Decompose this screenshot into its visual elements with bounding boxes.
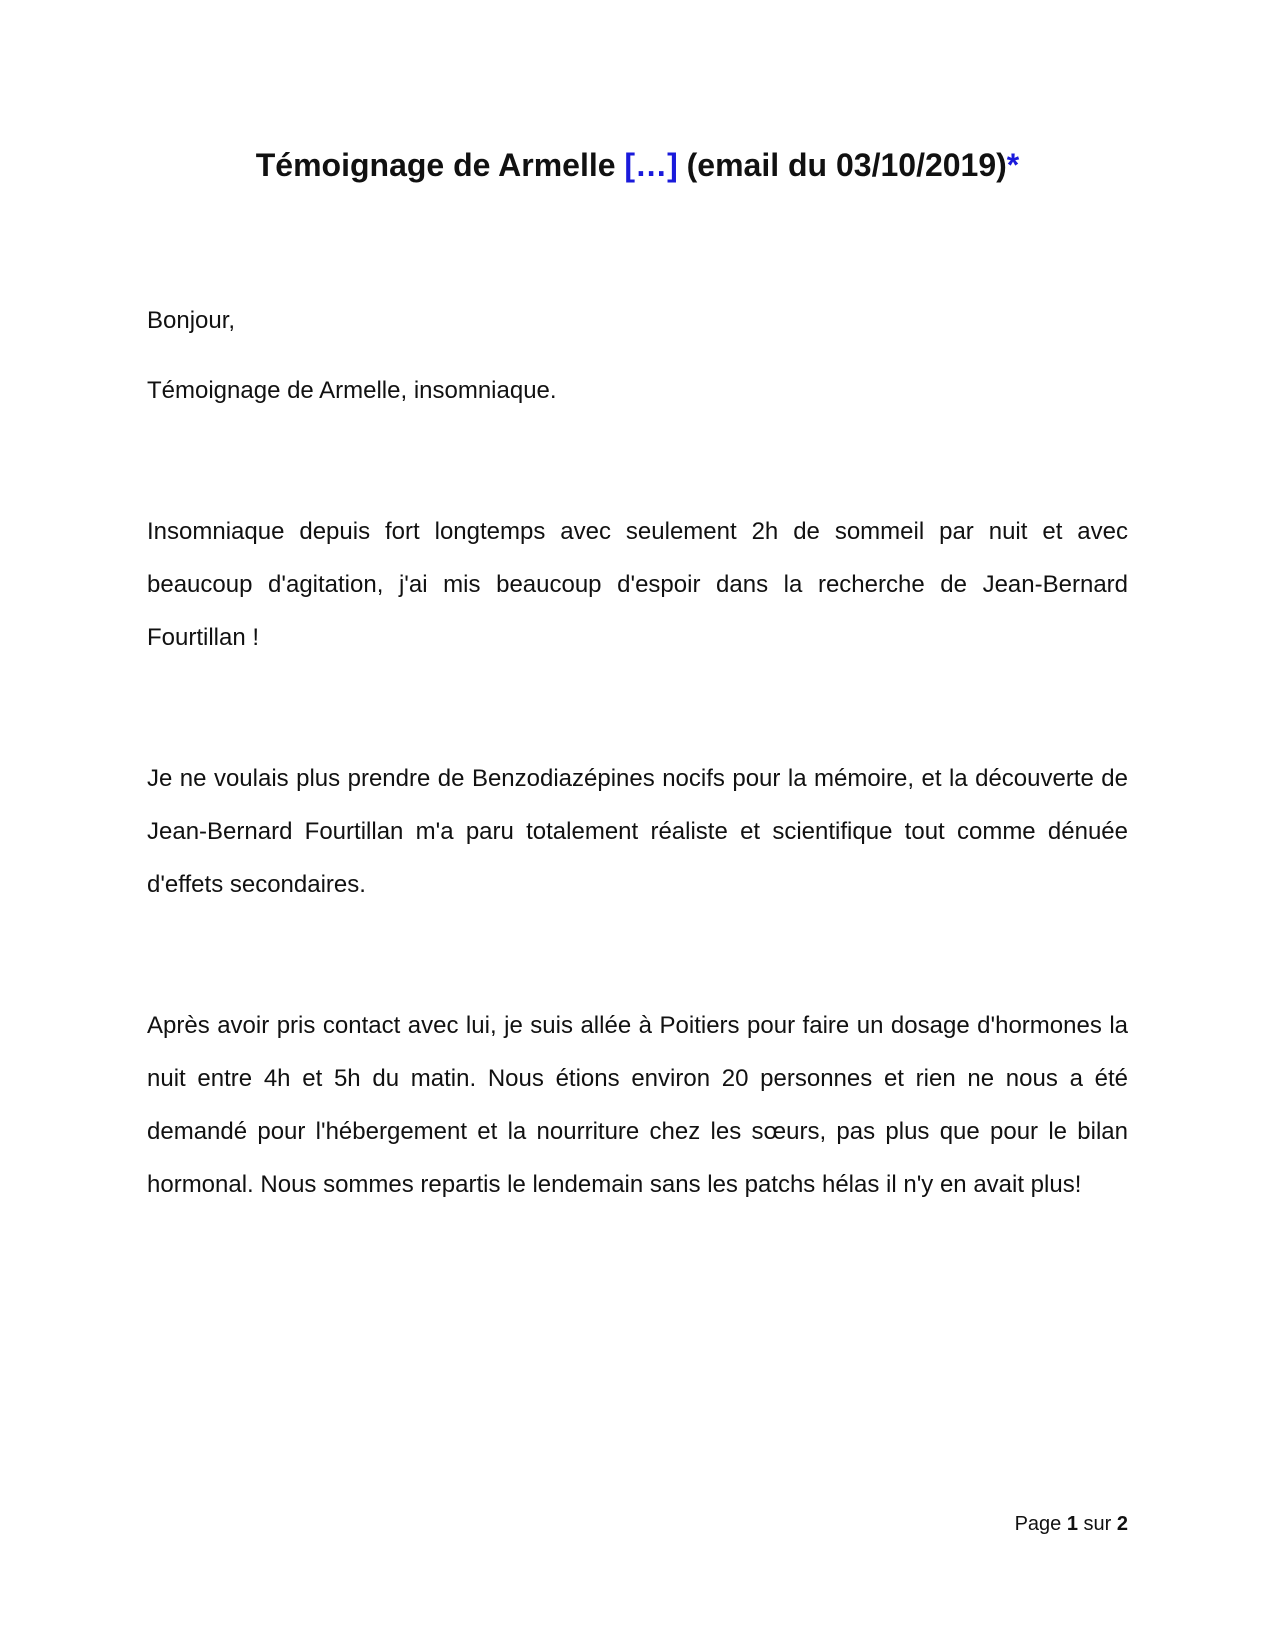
total-page-number: 2 <box>1116 1513 1128 1535</box>
paragraph-3: Après avoir pris contact avec lui, je suis allée à Poitiers pour faire un dosage d'hormones la nuit entre 4h et 5h du matin. Nous étions environ 20 personnes et rien ne nous a été demandé pour l'hébergement et la nourriture chez les sœurs, pas plus que pour le bilan hormonal. Nous sommes repartis le lendemain sans les patchs hélas il n'y en avait plus! <box>147 1012 1128 1198</box>
title-text-after: (email du 03/10/2019) <box>677 147 1007 183</box>
title-ellipsis: […] <box>624 147 678 183</box>
paragraph-2: Je ne voulais plus prendre de Benzodiazépines nocifs pour la mémoire, et la découverte de Jean-Bernard Fourtillan m'a paru totalement réaliste et scientifique tout comme dénuée d'effets secondaires. <box>147 765 1128 898</box>
greeting-line: Bonjour, <box>147 307 236 334</box>
current-page-number: 1 <box>1066 1513 1078 1535</box>
page-label: Page <box>1014 1513 1067 1535</box>
document-title <box>0 145 1275 185</box>
paragraph-1: Insomniaque depuis fort longtemps avec seulement 2h de sommeil par nuit et avec beaucoup d'agitation, j'ai mis beaucoup d'espoir dans la recherche de Jean-Bernard Fourtillan ! <box>147 518 1128 651</box>
page-separator: sur <box>1077 1513 1117 1535</box>
title-asterisk: * <box>1006 147 1020 183</box>
title-text-before: Témoignage de Armelle <box>255 147 625 183</box>
intro-line: Témoignage de Armelle, insomniaque. <box>147 377 557 404</box>
page-number-footer <box>1015 1510 1128 1538</box>
